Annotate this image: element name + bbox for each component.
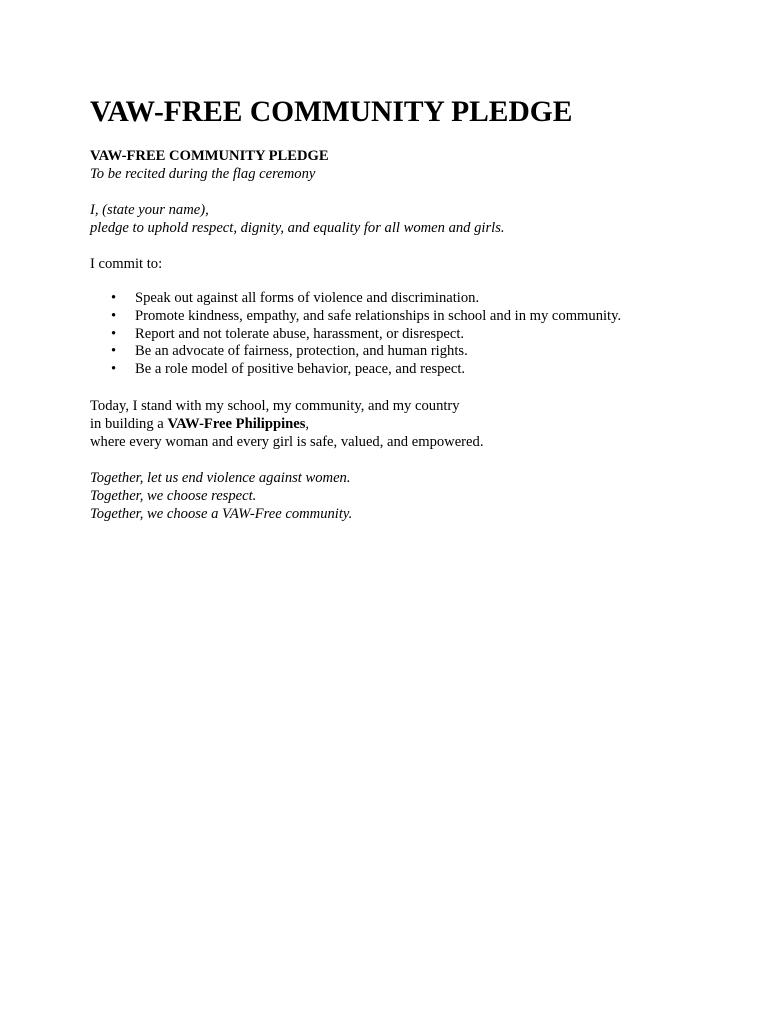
commitment-text: Be a role model of positive behavior, peace, and respect. bbox=[135, 361, 466, 378]
bullet-icon: • bbox=[111, 290, 117, 306]
spacer bbox=[90, 237, 730, 255]
pledge-intro-line: pledge to uphold respect, dignity, and equality for all women and girls. bbox=[90, 220, 505, 236]
stand-prefix: in building a bbox=[90, 415, 168, 432]
list-item bbox=[90, 343, 730, 361]
pledge-intro-line: I, (state your name), bbox=[90, 202, 209, 218]
commitment-text: Report and not tolerate abuse, harassment, or disrespect. bbox=[135, 325, 465, 342]
pledge-heading: VAW-FREE COMMUNITY PLEDGE bbox=[90, 148, 329, 164]
stand-suffix: , bbox=[305, 415, 310, 432]
closing-line: Together, let us end violence against women. bbox=[90, 469, 351, 486]
commitment-text: Be an advocate of fairness, protection, and human rights. bbox=[135, 343, 468, 360]
pledge-subheading: To be recited during the flag ceremony bbox=[90, 166, 316, 182]
spacer bbox=[90, 451, 730, 469]
list-item bbox=[90, 308, 730, 326]
bullet-icon: • bbox=[111, 307, 117, 324]
stand-line: Today, I stand with my school, my community, and my country bbox=[90, 397, 460, 414]
commitment-text: Speak out against all forms of violence and discrimination. bbox=[135, 290, 480, 306]
commitment-text: Promote kindness, empathy, and safe relationships in school and in my community. bbox=[135, 307, 622, 324]
document-title: VAW-FREE COMMUNITY PLEDGE bbox=[90, 96, 573, 128]
closing-line: Together, we choose a VAW-Free community. bbox=[90, 505, 353, 522]
list-item bbox=[90, 361, 730, 379]
commit-label: I commit to: bbox=[90, 256, 163, 272]
bullet-icon: • bbox=[111, 361, 117, 378]
stand-line bbox=[90, 415, 730, 433]
spacer bbox=[90, 379, 730, 397]
commitment-list bbox=[90, 290, 730, 379]
bullet-icon: • bbox=[111, 343, 117, 360]
bullet-icon: • bbox=[111, 325, 117, 342]
document-body bbox=[90, 147, 730, 523]
closing-line: Together, we choose respect. bbox=[90, 487, 257, 504]
list-item bbox=[90, 326, 730, 344]
list-item bbox=[90, 290, 730, 308]
spacer bbox=[90, 273, 730, 290]
spacer bbox=[90, 183, 730, 201]
vaw-free-philippines: VAW-Free Philippines bbox=[167, 415, 306, 432]
stand-line: where every woman and every girl is safe, valued, and empowered. bbox=[90, 433, 484, 450]
